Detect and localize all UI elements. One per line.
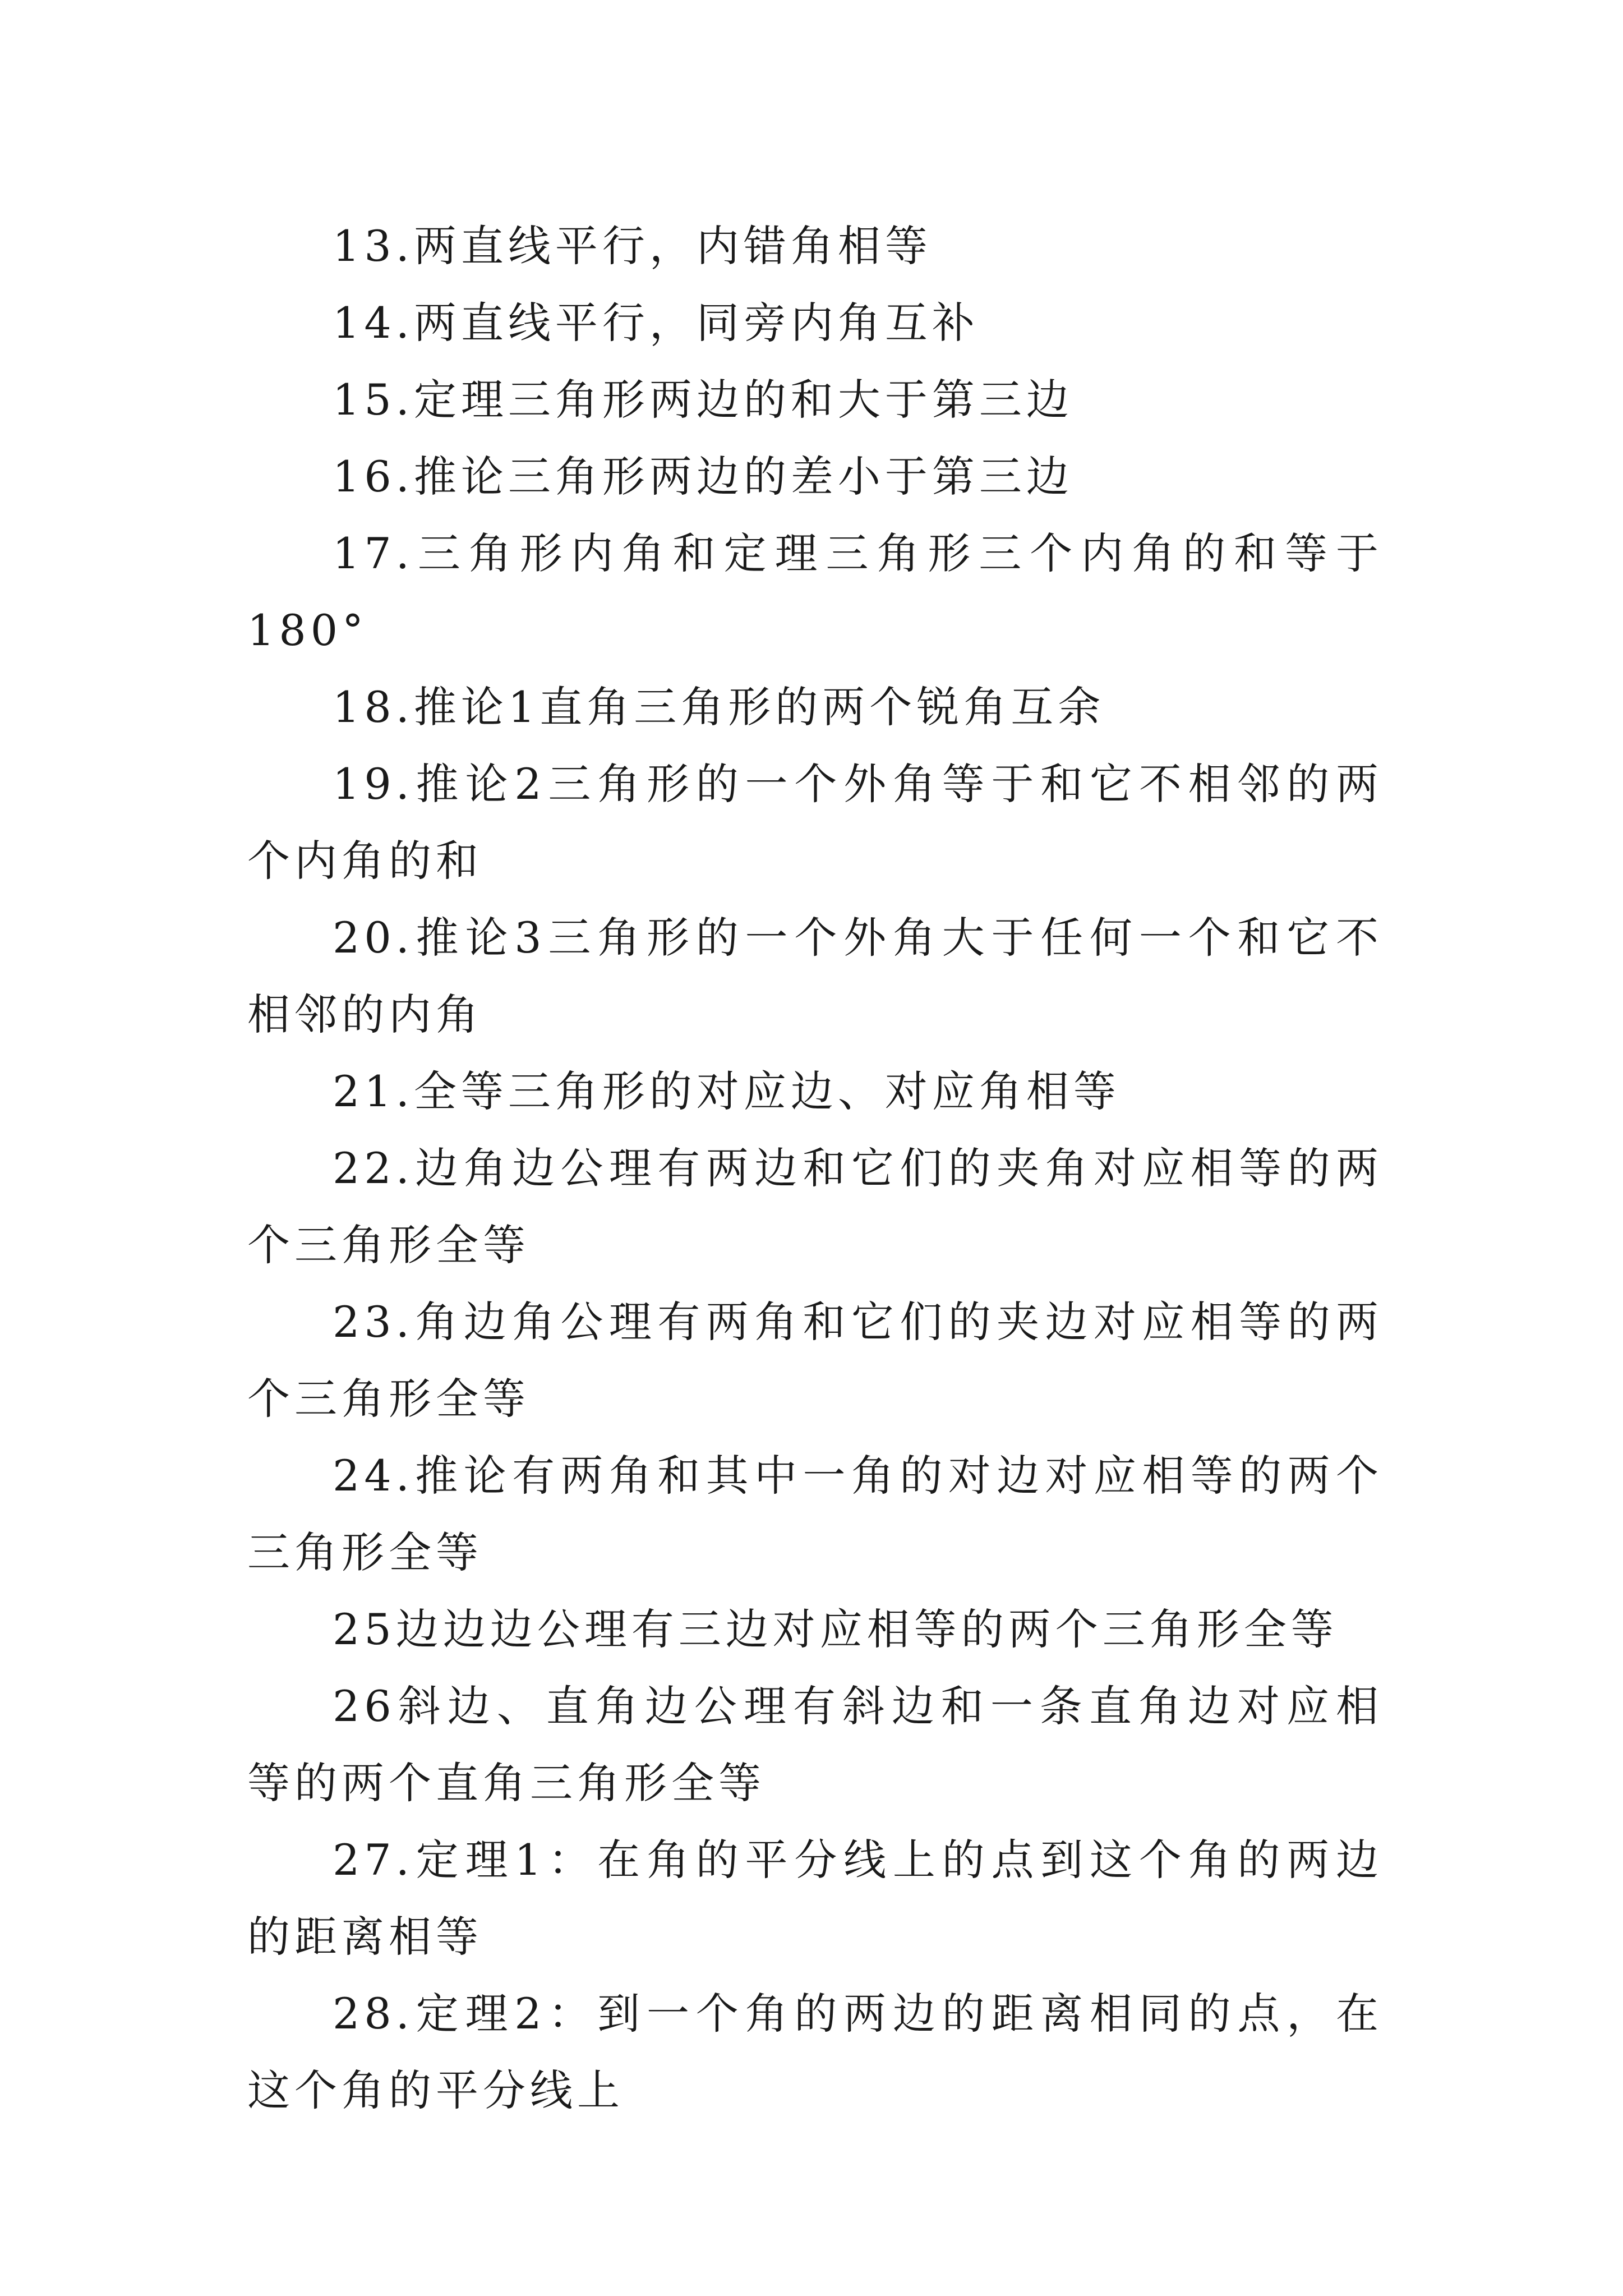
list-item: 26斜边、直角边公理有斜边和一条直角边对应相等的两个直角三角形全等 — [247, 1681, 1383, 1808]
list-item: 18.推论1直角三角形的两个锐角互余 — [333, 682, 1105, 732]
list-item: 22.边角边公理有两边和它们的夹角对应相等的两个三角形全等 — [247, 1143, 1383, 1270]
list-item: 24.推论有两角和其中一角的对边对应相等的两个三角形全等 — [247, 1451, 1383, 1577]
list-item: 23.角边角公理有两角和它们的夹边对应相等的两个三角形全等 — [247, 1297, 1383, 1424]
list-item: 20.推论3三角形的一个外角大于任何一个和它不相邻的内角 — [247, 913, 1383, 1039]
list-item: 17.三角形内角和定理三角形三个内角的和等于180° — [247, 528, 1383, 655]
list-item: 16.推论三角形两边的差小于第三边 — [333, 452, 1073, 501]
list-item: 15.定理三角形两边的和大于第三边 — [333, 375, 1073, 425]
list-item: 13.两直线平行，内错角相等 — [333, 221, 932, 271]
list-item: 19.推论2三角形的一个外角等于和它不相邻的两个内角的和 — [247, 759, 1383, 886]
list-item: 21.全等三角形的对应边、对应角相等 — [333, 1066, 1121, 1116]
list-item: 27.定理1：在角的平分线上的点到这个角的两边的距离相等 — [247, 1835, 1383, 1962]
theorem-list — [247, 208, 1383, 2129]
list-item: 28.定理2：到一个角的两边的距离相同的点，在这个角的平分线上 — [247, 1989, 1383, 2115]
list-item: 14.两直线平行，同旁内角互补 — [333, 298, 979, 348]
list-item: 25边边边公理有三边对应相等的两个三角形全等 — [333, 1604, 1338, 1654]
